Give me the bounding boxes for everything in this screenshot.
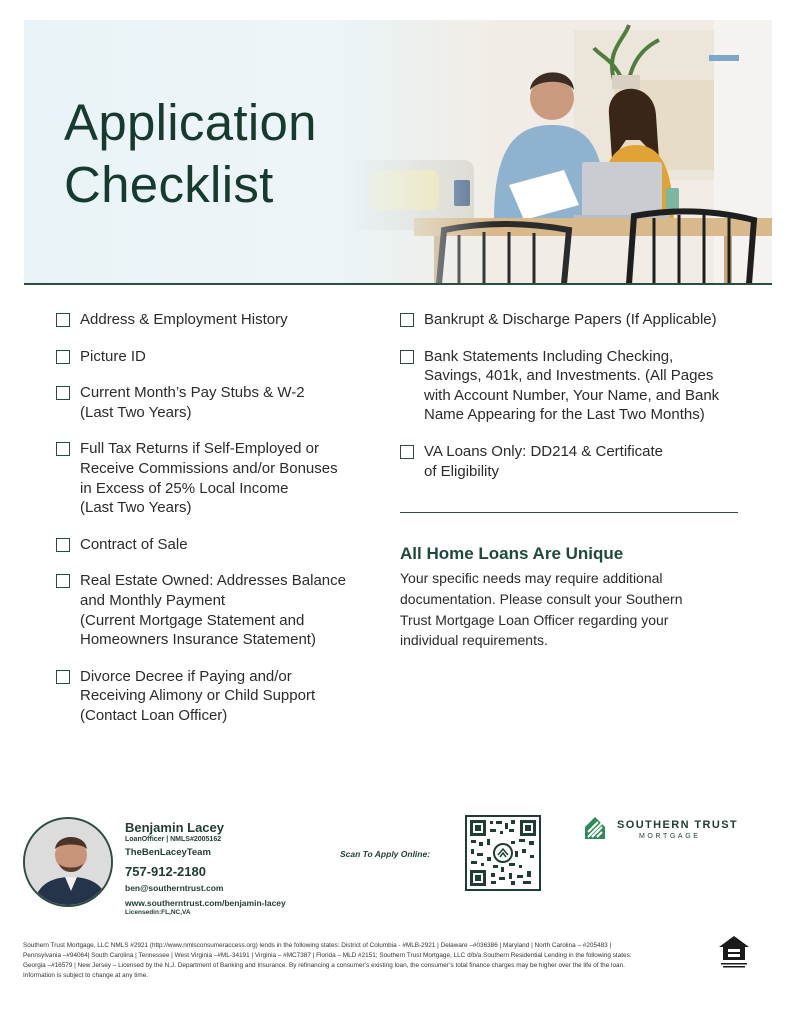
scan-label: Scan To Apply Online: <box>340 849 431 859</box>
checklist-item-label: Divorce Decree if Paying and/or Receiving Alimony or Child Support (Contact Loan Officer) <box>80 667 316 724</box>
hero-divider <box>24 283 772 285</box>
hero-banner <box>24 20 772 284</box>
brand-subtitle: MORTGAGE <box>639 833 701 840</box>
agent-phone-link[interactable]: 757-912-2180 <box>125 864 206 879</box>
checklist-item-label: Address & Employment History <box>80 311 288 328</box>
checklist-item[interactable] <box>56 439 376 517</box>
checklist-left <box>56 310 376 743</box>
checklist-item-label: VA Loans Only: DD214 & Certificate of Eligibility <box>424 442 664 480</box>
checklist-item[interactable] <box>56 347 376 367</box>
checklist-item[interactable] <box>400 347 745 425</box>
agent-licensed: Licensedin:FL,NC,VA <box>125 909 191 916</box>
checklist-item-label: Contract of Sale <box>80 535 188 553</box>
equal-housing-icon <box>717 934 751 970</box>
disclaimer-text: Southern Trust Mortgage, LLC NMLS #2921 (http://www.nmlsconsumeraccess.org) lends in the following states: District of Columbia - #MLB-2921 | Delaware –#036386 | Maryland | North Carolina – #205483 | Pennsylvania –#94064| South Carolina | Tennessee | West Virginia –#ML-34191 | Virginia – #MC7387 | Florida – MLD #2151; Southern Trust Mortgage, LLC d/b/a Southern Residential Lending in the following states: Georgia –#16579 | New Jersey – Licensed by the N.J. Department of Banking and Insurance. By refinancing a consumer’s existing loan, the consumer’s total finance charges may be higher over the life of the loan. Information is subject to change at any time. <box>23 942 632 979</box>
qr-code[interactable] <box>465 815 541 891</box>
checklist-item-label: Real Estate Owned: Addresses Balance and Monthly Payment (Current Mortgage Statement and Homeowners Insurance Statement) <box>80 572 346 649</box>
checklist-item-label: Bankrupt & Discharge Papers (If Applicable) <box>424 311 717 328</box>
unique-heading: All Home Loans Are Unique <box>400 544 624 563</box>
checklist-item-label: Current Month’s Pay Stubs & W-2 (Last Two Years) <box>80 384 305 421</box>
checkbox[interactable] <box>56 670 70 684</box>
checkbox[interactable] <box>56 538 70 552</box>
checkbox[interactable] <box>56 574 70 588</box>
checklist-item[interactable] <box>56 571 376 649</box>
agent-website-link[interactable]: www.southerntrust.com/benjamin-lacey <box>125 898 286 908</box>
checklist-item[interactable] <box>56 535 376 555</box>
checkbox[interactable] <box>56 386 70 400</box>
agent-team: TheBenLaceyTeam <box>125 847 211 858</box>
checkbox[interactable] <box>400 445 414 459</box>
section-divider <box>400 512 738 513</box>
checklist-item-label: Picture ID <box>80 347 146 365</box>
page-title-line2: Checklist <box>64 156 274 213</box>
checkbox[interactable] <box>56 313 70 327</box>
checkbox[interactable] <box>400 350 414 364</box>
checkbox[interactable] <box>56 350 70 364</box>
checklist-item[interactable] <box>56 383 376 422</box>
page-title-line1: Application <box>64 94 317 151</box>
hero-photo <box>344 20 772 284</box>
checklist-item[interactable] <box>56 667 376 726</box>
qr-code-graphic <box>467 817 539 889</box>
checklist-item[interactable] <box>400 442 745 481</box>
agent-info <box>125 820 286 916</box>
page-title <box>64 92 317 216</box>
checkbox[interactable] <box>56 442 70 456</box>
checklist-item-label: Full Tax Returns if Self-Employed or Receive Commissions and/or Bonuses in Excess of 25% Local Income (Last Two Years) <box>80 440 338 517</box>
brand-logo <box>583 815 743 845</box>
agent-email-link[interactable]: ben@southerntrust.com <box>125 883 224 893</box>
checklist-item-label: Bank Statements Including Checking, Savings, 401k, and Investments. (All Pages with Account Number, Your Name, and Bank Name Appearing for the Last Two Months) <box>424 347 720 424</box>
avatar <box>23 817 113 907</box>
avatar-photo <box>25 819 113 907</box>
checklist-right <box>400 310 745 498</box>
brand-name: SOUTHERN TRUST <box>617 819 739 831</box>
agent-name: Benjamin Lacey <box>125 820 224 835</box>
checklist-item[interactable] <box>400 310 745 330</box>
agent-title: LoanOfficer | NMLS#2005162 <box>125 836 222 843</box>
unique-body: Your specific needs may require additional documentation. Please consult your Southern Trust Mortgage Loan Officer regarding your individual requirements. <box>400 570 683 649</box>
checkbox[interactable] <box>400 313 414 327</box>
checklist-item[interactable] <box>56 310 376 330</box>
brand-mark-icon <box>583 815 607 841</box>
